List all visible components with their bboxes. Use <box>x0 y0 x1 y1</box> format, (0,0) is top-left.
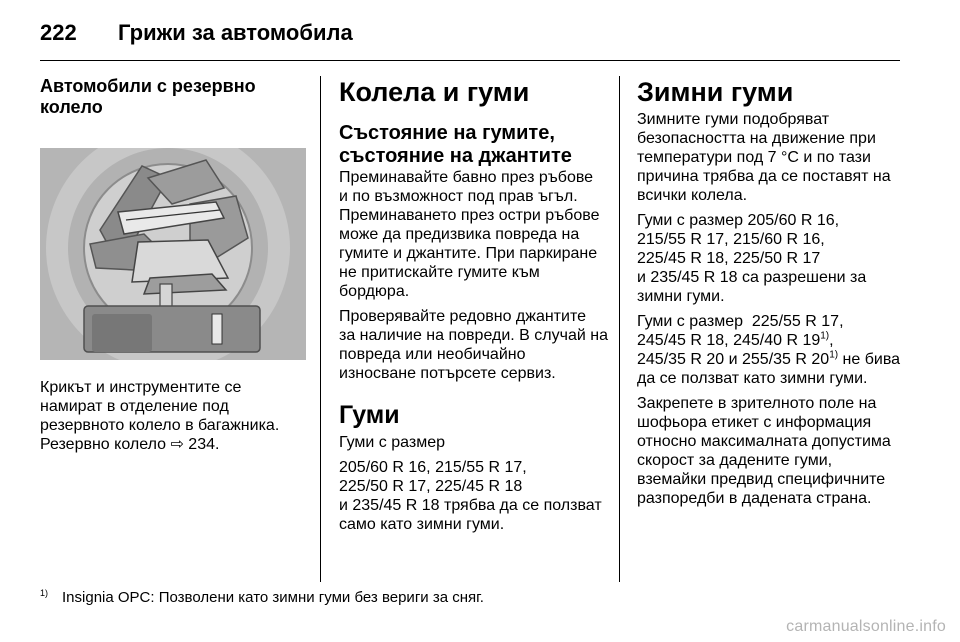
text-line: всички колела. <box>637 187 748 204</box>
text-line: не притискайте гумите към <box>339 264 540 281</box>
subheading-tyre-condition <box>339 122 607 168</box>
text-line: износване потърсете сервиз. <box>339 365 556 382</box>
text-line: Гуми с размер 225/55 R 17, <box>637 313 844 330</box>
text-line: причина трябва да се поставят на <box>637 168 891 185</box>
paragraph-allowed-sizes <box>637 211 905 306</box>
column-spare-wheel <box>40 76 306 454</box>
subheading-line: Състояние на гумите, <box>339 122 555 144</box>
paragraph-winter-safety <box>637 110 905 205</box>
text-line: гумите и джантите. При паркиране <box>339 245 598 262</box>
spare-wheel-caption <box>40 378 306 454</box>
text-line: и 235/45 R 18 са разрешени за <box>637 269 867 286</box>
section-title-wheels-tyres: Колела и гуми <box>339 77 530 107</box>
footnote-text: Insignia OPC: Позволени като зимни гуми без вериги за сняг. <box>62 589 484 606</box>
text-run: , <box>829 332 834 349</box>
text-line: скорост за дадените гуми, <box>637 452 833 469</box>
text-line <box>637 331 905 350</box>
text-line: вземайки предвид специфичните <box>637 471 886 488</box>
text-line: да се ползват като зимни гуми. <box>637 370 868 387</box>
text-line: 225/50 R 17, 225/45 R 18 <box>339 478 523 495</box>
caption-text: Резервно колело <box>40 436 171 453</box>
footnote-marker: 1) <box>829 349 839 361</box>
caption-line <box>40 435 306 454</box>
text-line: 225/45 R 18, 225/50 R 17 <box>637 250 821 267</box>
caption-line: резервното колело в багажника. <box>40 417 280 434</box>
column-divider-right <box>619 76 620 582</box>
text-line: температури под 7 °C и по тази <box>637 149 871 166</box>
text-line: Проверявайте редовно джантите <box>339 308 586 325</box>
text-run: 245/35 R 20 и 255/35 R 20 <box>637 351 830 368</box>
text-line <box>637 350 905 369</box>
text-line: 205/60 R 16, 215/55 R 17, <box>339 459 527 476</box>
footnote-mark: 1) <box>40 588 49 598</box>
footnote <box>40 589 484 607</box>
paragraph-driving-over-edges <box>339 168 607 301</box>
text-line: за наличие на повреди. В случай на <box>339 327 608 344</box>
text-line: шофьора етикет с информация <box>637 414 872 431</box>
text-line: бордюра. <box>339 283 410 300</box>
text-line: повреда или необичайно <box>339 346 526 363</box>
section-title-winter-tyres: Зимни гуми <box>637 77 794 107</box>
spare-wheel-jack-illustration <box>40 148 306 360</box>
text-line: безопасността на движение при <box>637 130 876 147</box>
text-run: не бива <box>838 351 901 368</box>
page-header-title: Грижи за автомобила <box>118 20 353 45</box>
text-line: 215/55 R 17, 215/60 R 16, <box>637 231 825 248</box>
page-reference-link[interactable]: 234. <box>183 436 220 453</box>
paragraph-speed-label <box>637 394 905 508</box>
text-line: Зимните гуми подобряват <box>637 111 830 128</box>
text-line: само като зимни гуми. <box>339 516 505 533</box>
text-line: зимни гуми. <box>637 288 725 305</box>
text-line: и 235/45 R 18 трябва да се ползват <box>339 497 602 514</box>
text-line: Преминавайте бавно през ръбове <box>339 169 594 186</box>
watermark: carmanualsonline.info <box>786 618 946 635</box>
subheading-tyres: Гуми <box>339 401 400 429</box>
text-line: може да предизвика повреда на <box>339 226 580 243</box>
paragraph-check-rims <box>339 307 607 383</box>
paragraph-tyre-sizes <box>339 458 607 534</box>
text-run: 245/45 R 18, 245/40 R 19 <box>637 332 821 349</box>
page-reference-arrow-icon: ⇨ <box>170 436 184 453</box>
text-line: относно максималната допустима <box>637 433 891 450</box>
column-divider-left <box>320 76 321 582</box>
subheading-line: състояние на джантите <box>339 145 572 167</box>
caption-line: намират в отделение под <box>40 398 229 415</box>
text-line: разпоредби в дадената страна. <box>637 490 872 507</box>
caption-line: Крикът и инструментите се <box>40 379 242 396</box>
paragraph-forbidden-sizes <box>637 312 905 388</box>
column-winter-tyres <box>637 76 905 514</box>
column-wheels-tyres <box>339 76 607 540</box>
text-line: Закрепете в зрителното поле на <box>637 395 877 412</box>
page-number: 222 <box>40 20 77 45</box>
section-heading-spare-wheel: Автомобили с резервно колело <box>40 76 256 117</box>
header-rule <box>40 60 900 61</box>
text-line: и по възможност под прав ъгъл. <box>339 188 578 205</box>
paragraph-tyre-sizes-intro: Гуми с размер <box>339 434 445 451</box>
text-line: Гуми с размер 205/60 R 16, <box>637 212 840 229</box>
footnote-marker: 1) <box>820 330 830 342</box>
text-line: Преминаването през остри ръбове <box>339 207 600 224</box>
